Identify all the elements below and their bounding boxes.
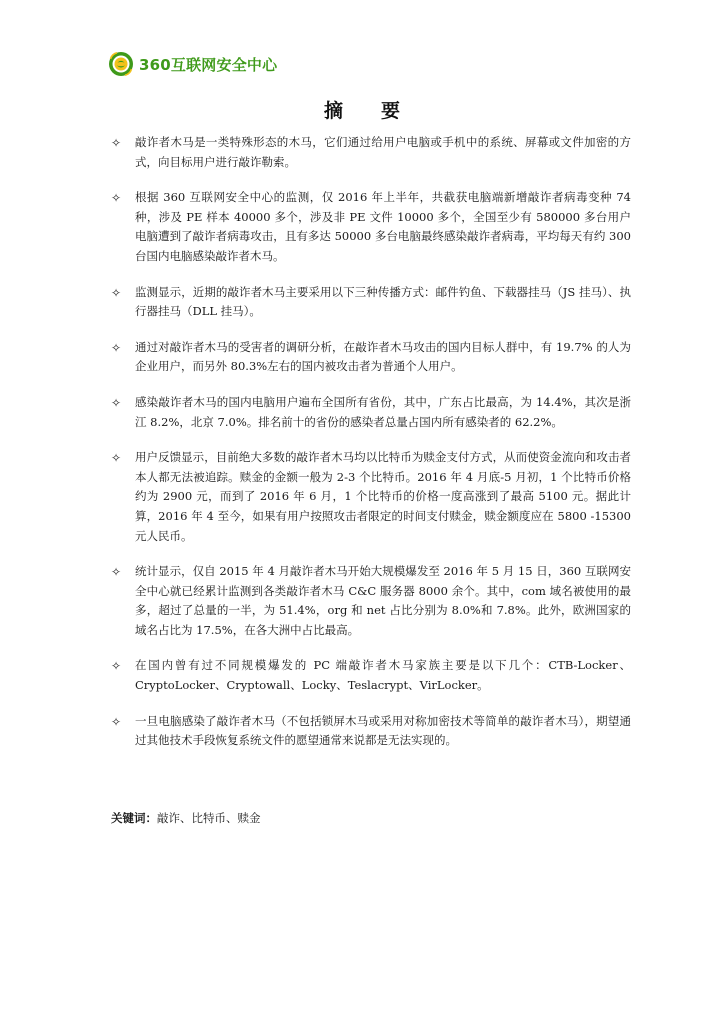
list-item-text: 监测显示，近期的敲诈者木马主要采用以下三种传播方式：邮件钓鱼、下载器挂马（JS 挂马）、执行器挂马（DLL 挂马）。: [135, 284, 631, 319]
list-item-text: 在国内曾有过不同规模爆发的 PC 端敲诈者木马家族主要是以下几个：CTB-Locker、CryptoLocker、Cryptowall、Locky、Teslacrypt、VirLocker。: [135, 658, 631, 693]
diamond-bullet-icon: ✧: [111, 714, 122, 729]
list-item: [111, 656, 631, 695]
list-item-text: 敲诈者木马是一类特殊形态的木马，它们通过给用户电脑或手机中的系统、屏幕或文件加密的方式，向目标用户进行敲诈勒索。: [135, 135, 631, 169]
page-title: 摘要: [323, 100, 438, 122]
list-item: [111, 283, 631, 322]
list-item-text: 统计显示，仅自 2015 年 4 月敲诈者木马开始大规模爆发至 2016 年 5 月 15 日，360 互联网安全中心就已经累计监测到各类敲诈者木马 C&C 服务器 8000 余个。其中，com 域名被使用的最多，超过了总量的一半，为 51.4%，org 和 net 占比分别为 8.0%和 7.8%。此外，欧洲国家的域名占比为 17.5%，在各大洲中占比最高。: [135, 564, 631, 637]
list-item: [111, 338, 631, 377]
diamond-bullet-icon: ✧: [111, 340, 122, 355]
list-item: [111, 188, 631, 266]
brand-name: 360互联网安全中心: [139, 55, 278, 74]
360-shield-logo-icon: [108, 51, 134, 77]
keywords-value: 敲诈、比特币、赎金: [157, 811, 261, 825]
list-item-text: 根据 360 互联网安全中心的监测，仅 2016 年上半年，共截获电脑端新增敲诈者病毒变种 74 种，涉及 PE 样本 40000 多个，涉及非 PE 文件 10000 多个，全国至少有 580000 多台用户电脑遭到了敲诈者病毒攻击，且有多达 50000 多台电脑最终感染敲诈者病毒，平均每天有约 300 台国内电脑感染敲诈者木马。: [135, 190, 631, 263]
summary-list: [111, 133, 631, 767]
diamond-bullet-icon: ✧: [111, 191, 122, 206]
diamond-bullet-icon: ✧: [111, 659, 122, 674]
list-item-text: 感染敲诈者木马的国内电脑用户遍布全国所有省份，其中，广东占比最高，为 14.4%，其次是浙江 8.2%，北京 7.0%。排名前十的省份的感染者总量占国内所有感染者的 62.2%。: [135, 394, 631, 429]
list-item: [111, 393, 631, 432]
list-item: [111, 448, 631, 546]
list-item-text: 通过对敲诈者木马的受害者的调研分析，在敲诈者木马攻击的国内目标人群中，有 19.7% 的人为企业用户，而另外 80.3%左右的国内被攻击者为普通个人用户。: [135, 339, 631, 374]
brand-header: [108, 50, 277, 78]
list-item-text: 一旦电脑感染了敲诈者木马（不包括锁屏木马或采用对称加密技术等简单的敲诈者木马），期望通过其他技术手段恢复系统文件的愿望通常来说都是无法实现的。: [135, 713, 631, 748]
keywords-line: [111, 809, 261, 827]
diamond-bullet-icon: ✧: [111, 285, 122, 300]
diamond-bullet-icon: ✧: [111, 451, 122, 466]
diamond-bullet-icon: ✧: [111, 565, 122, 580]
list-item-text: 用户反馈显示，目前绝大多数的敲诈者木马均以比特币为赎金支付方式，从而使资金流向和攻击者本人都无法被追踪。赎金的金额一般为 2-3 个比特币。2016 年 4 月底-5 月初，1 个比特币价格约为 2900 元，而到了 2016 年 6 月，1 个比特币的价格一度高涨到了最高 5100 元。据此计算，2016 年 4 至今，如果有用户按照攻击者限定的时间支付赎金，赎金额度应在 5800 -15300 元人民币。: [135, 450, 631, 543]
keywords-label: 关键词：: [111, 811, 157, 825]
diamond-bullet-icon: ✧: [111, 395, 122, 410]
list-item: [111, 562, 631, 640]
diamond-bullet-icon: ✧: [111, 136, 122, 150]
list-item: [111, 133, 631, 172]
list-item: [111, 712, 631, 751]
